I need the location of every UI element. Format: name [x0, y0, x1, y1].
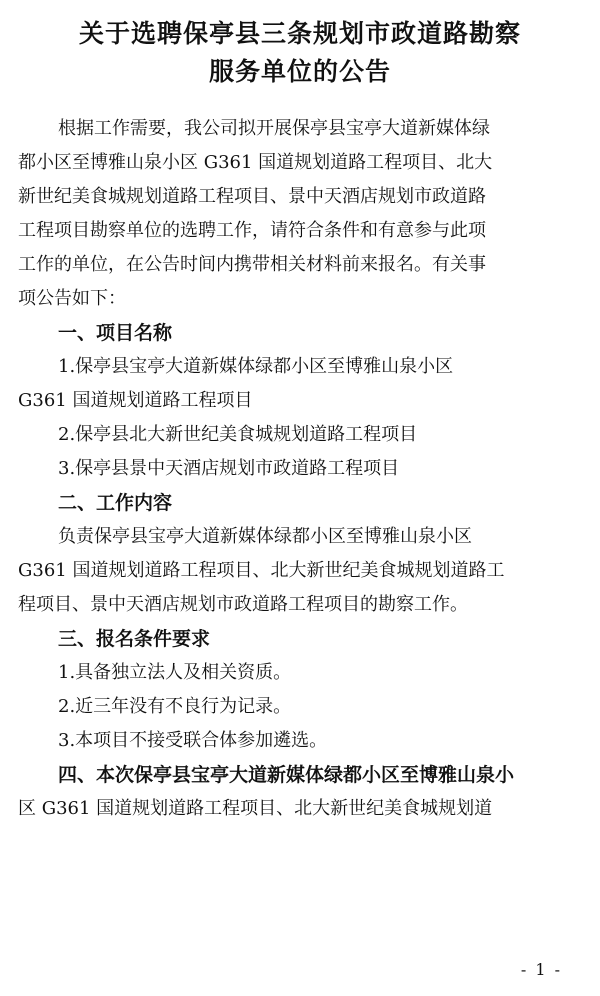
document-title-line-1: 关于选聘保亭县三条规划市政道路勘察: [78, 19, 521, 48]
work-content-line: G361 国道规划道路工程项目、北大新世纪美食城规划道路工: [18, 560, 505, 581]
project-item-continuation: G361 国道规划道路工程项目: [18, 390, 253, 411]
work-content-line: 程项目、景中天酒店规划市政道路工程项目的勘察工作。: [18, 594, 468, 615]
intro-line: 新世纪美食城规划道路工程项目、景中天酒店规划市政道路: [18, 186, 486, 207]
section-heading-work-content: 二、工作内容: [58, 492, 173, 514]
requirement-item: 3.本项目不接受联合体参加遴选。: [58, 730, 328, 751]
section-heading-project-names: 一、项目名称: [58, 322, 173, 344]
requirement-item: 2.近三年没有不良行为记录。: [58, 696, 292, 717]
section-heading-requirements: 三、报名条件要求: [58, 628, 211, 650]
intro-line: 都小区至博雅山泉小区 G361 国道规划道路工程项目、北大: [18, 152, 493, 173]
requirement-item: 1.具备独立法人及相关资质。: [58, 662, 292, 683]
project-item: 1.保亭县宝亭大道新媒体绿都小区至博雅山泉小区: [58, 356, 454, 377]
section-four-line: 四、本次保亭县宝亭大道新媒体绿都小区至博雅山泉小: [58, 764, 515, 786]
document-title-line-2: 服务单位的公告: [208, 57, 391, 86]
intro-line: 项公告如下：: [18, 288, 126, 309]
section-four-line: 区 G361 国道规划道路工程项目、北大新世纪美食城规划道: [18, 798, 493, 819]
document-body: [18, 112, 584, 826]
work-content-line: 负责保亭县宝亭大道新媒体绿都小区至博雅山泉小区: [58, 526, 472, 547]
project-item: 3.保亭县景中天酒店规划市政道路工程项目: [58, 458, 400, 479]
intro-line: 根据工作需要，我公司拟开展保亭县宝亭大道新媒体绿: [58, 118, 490, 139]
intro-line: 工程项目勘察单位的选聘工作，请符合条件和有意参与此项: [18, 220, 486, 241]
page-number: - 1 -: [520, 960, 562, 979]
intro-line: 工作的单位，在公告时间内携带相关材料前来报名。有关事: [18, 254, 486, 275]
project-item: 2.保亭县北大新世纪美食城规划道路工程项目: [58, 424, 418, 445]
